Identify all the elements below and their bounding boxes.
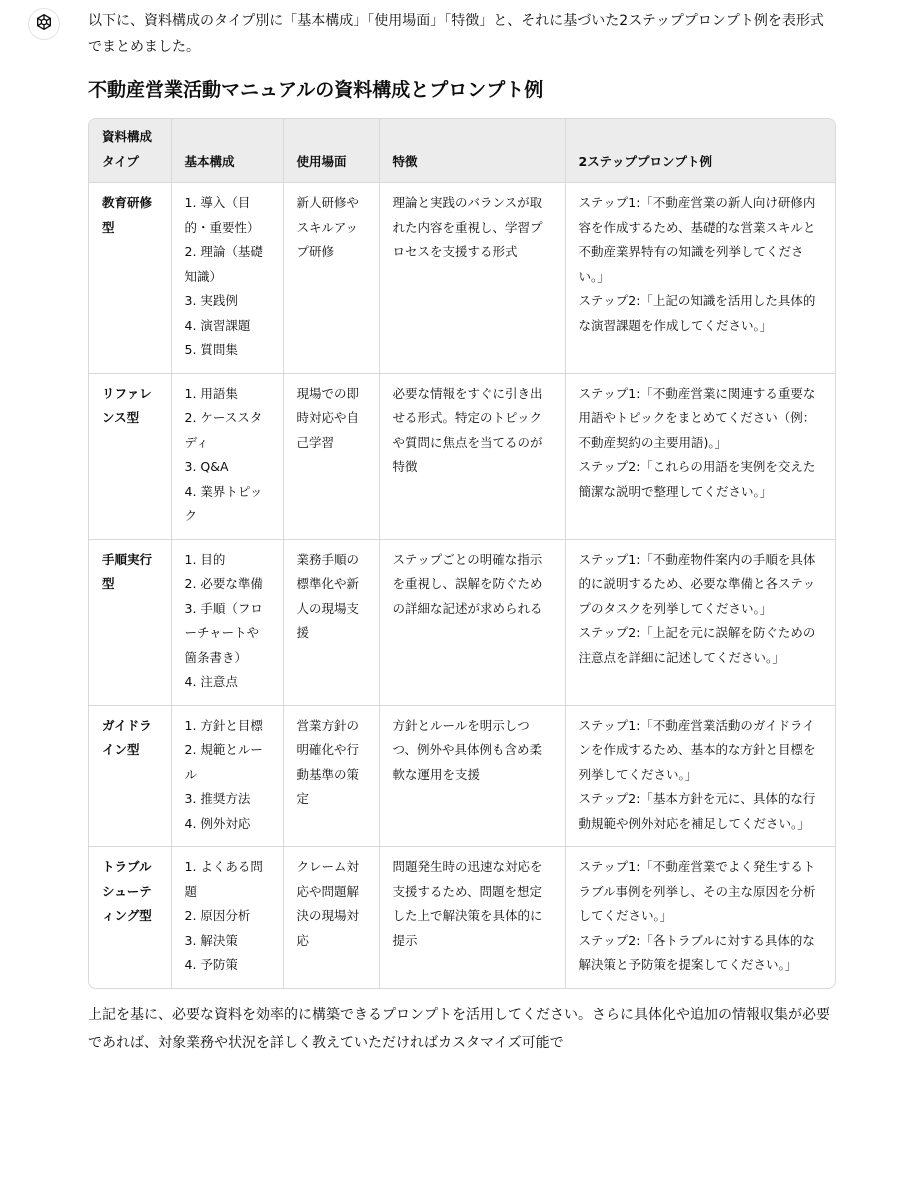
cell-feature: ステップごとの明確な指示を重視し、誤解を防ぐための詳細な記述が求められる <box>379 539 565 705</box>
openai-logo-icon <box>34 12 54 36</box>
cell-type: ガイドライン型 <box>89 705 171 847</box>
basic-item: 3. 実践例 <box>184 293 238 308</box>
cell-feature: 問題発生時の迅速な対応を支援するため、問題を想定した上で解決策を具体的に提示 <box>379 847 565 988</box>
cell-feature: 必要な情報をすぐに引き出せる形式。特定のトピックや質問に焦点を当てるのが特徴 <box>379 373 565 539</box>
basic-item: 2. ケーススタディ <box>184 410 263 450</box>
header-feature: 特徴 <box>379 119 565 183</box>
cell-basic <box>171 847 283 988</box>
basic-item: 2. 原因分析 <box>184 908 251 923</box>
header-basic: 基本構成 <box>171 119 283 183</box>
basic-item: 3. 解決策 <box>184 932 238 948</box>
header-usage: 使用場面 <box>283 119 379 183</box>
cell-type: 手順実行型 <box>89 539 171 705</box>
assistant-message <box>88 8 836 1057</box>
outro-text: 上記を基に、必要な資料を効率的に構築できるプロンプトを活用してください。さらに具体化や追加の情報収集が必要であれば、対象業務や状況を詳しく教えていただければカスタマイズ可能で <box>88 1006 830 1051</box>
cell-basic <box>171 539 283 705</box>
cell-usage: 営業方針の明確化や行動基準の策定 <box>283 705 379 847</box>
table-row <box>89 539 835 705</box>
cell-feature: 理論と実践のバランスが取れた内容を重視し、学習プロセスを支援する形式 <box>379 183 565 374</box>
cell-type: トラブルシューティング型 <box>89 847 171 988</box>
assistant-avatar <box>28 8 60 40</box>
basic-item: 1. 目的 <box>184 551 226 567</box>
header-prompt: 2ステッププロンプト例 <box>565 119 835 183</box>
basic-item: 1. 導入（目的・重要性） <box>184 195 260 235</box>
cell-usage: 業務手順の標準化や新人の現場支援 <box>283 539 379 705</box>
cell-usage: クレーム対応や問題解決の現場対応 <box>283 847 379 988</box>
basic-item: 1. よくある問題 <box>184 859 263 899</box>
cell-usage: 新人研修やスキルアップ研修 <box>283 183 379 374</box>
cell-prompt <box>565 373 835 539</box>
table-header-row <box>89 119 835 183</box>
cell-prompt <box>565 847 835 988</box>
cell-basic <box>171 373 283 539</box>
basic-item: 4. 業界トピック <box>184 483 263 523</box>
cell-type: 教育研修型 <box>89 183 171 374</box>
prompt-step: ステップ2:「基本方針を元に、具体的な行動規範や例外対応を補足してください。」 <box>578 791 816 831</box>
table-row <box>89 705 835 847</box>
basic-item: 2. 必要な準備 <box>184 576 263 591</box>
cell-prompt <box>565 539 835 705</box>
basic-item: 2. 理論（基礎知識） <box>184 244 263 284</box>
basic-item: 4. 予防策 <box>184 957 238 972</box>
basic-item: 5. 質問集 <box>184 342 238 357</box>
cell-basic <box>171 705 283 847</box>
prompt-step: ステップ1:「不動産営業でよく発生するトラブル事例を列挙し、その主な原因を分析してください。」 <box>578 859 816 923</box>
cell-usage: 現場での即時対応や自己学習 <box>283 373 379 539</box>
header-type: 資料構成タイプ <box>89 119 171 183</box>
basic-item: 3. 手順（フローチャートや箇条書き） <box>184 600 263 665</box>
basic-item: 3. Q&A <box>184 459 229 474</box>
prompt-step: ステップ1:「不動産物件案内の手順を具体的に説明するため、必要な準備と各ステップのタスクを列挙してください。」 <box>578 551 816 616</box>
cell-prompt <box>565 183 835 374</box>
cell-type: リファレンス型 <box>89 373 171 539</box>
prompt-step: ステップ2:「各トラブルに対する具体的な解決策と予防策を提案してください。」 <box>578 932 815 972</box>
prompt-step: ステップ2:「上記を元に誤解を防ぐための注意点を詳細に記述してください。」 <box>578 625 816 665</box>
table-row <box>89 373 835 539</box>
section-title: 不動産営業活動マニュアルの資料構成とプロンプト例 <box>88 79 544 101</box>
basic-item: 3. 推奨方法 <box>184 791 251 806</box>
cell-prompt <box>565 705 835 847</box>
prompt-step: ステップ1:「不動産営業に関連する重要な用語やトピックをまとめてください（例：不動産契約の主要用語)。」 <box>578 385 816 450</box>
table-row <box>89 183 835 374</box>
prompt-step: ステップ1:「不動産営業の新人向け研修内容を作成するため、基礎的な営業スキルと不動産業界特有の知識を列挙してください。」 <box>578 195 816 284</box>
prompt-step: ステップ2:「これらの用語を実例を交えた簡潔な説明で整理してください。」 <box>578 459 816 499</box>
basic-item: 2. 規範とルール <box>184 742 263 782</box>
cell-basic <box>171 183 283 374</box>
table-row <box>89 847 835 988</box>
cell-feature: 方針とルールを明示しつつ、例外や具体例も含め柔軟な運用を支援 <box>379 705 565 847</box>
basic-item: 1. 方針と目標 <box>184 717 263 733</box>
basic-item: 4. 注意点 <box>184 674 238 689</box>
prompt-step: ステップ1:「不動産営業活動のガイドラインを作成するため、基本的な方針と目標を列挙してください。」 <box>578 717 816 782</box>
basic-item: 1. 用語集 <box>184 385 238 401</box>
intro-text: 以下に、資料構成のタイプ別に「基本構成」「使用場面」「特徴」と、それに基づいた2ステッププロンプト例を表形式でまとめました。 <box>88 13 824 55</box>
comparison-table <box>88 118 836 989</box>
prompt-step: ステップ2:「上記の知識を活用した具体的な演習課題を作成してください。」 <box>578 293 816 333</box>
basic-item: 4. 演習課題 <box>184 317 251 333</box>
basic-item: 4. 例外対応 <box>184 815 251 831</box>
